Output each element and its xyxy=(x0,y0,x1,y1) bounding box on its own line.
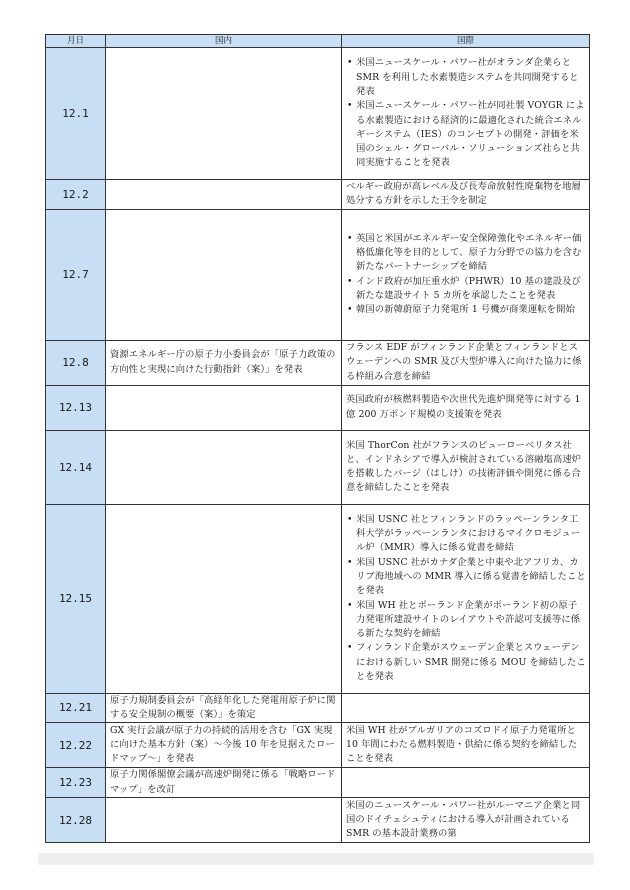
table-row xyxy=(46,180,590,210)
list-item: • 米国 USNC 社とフィンランドのラッペーンランタ工科大学がラッペーンランタにおけるマイクロモジュール炉（MMR）導入に係る覚書を締結 xyxy=(346,513,586,556)
list-item: • 韓国の新韓蔚原子力発電所 1 号機が商業運転を開始 xyxy=(346,303,586,317)
list-item: • 英国と米国がエネルギー安全保障強化やエネルギー価格低廉化等を目的として、原子力分野での協力を含む新たなパートナーシップを締結 xyxy=(346,232,586,275)
table-row xyxy=(46,504,590,693)
row-date: 12.2 xyxy=(46,180,106,210)
row-international xyxy=(342,768,590,798)
list-item: • 米国ニュースケール・パワー社が同社製 VOYGR による水素製造における経済的に最適化された統合エネルギーシステム（IES）のコンセプトの開発・評価を米国のシェル・グローバル・ソリューションズ社らと共同実施することを発表 xyxy=(346,99,586,170)
header-domestic: 国内 xyxy=(106,35,342,48)
list-item: • 米国ニュースケール・パワー社がオランダ企業らと SMR を利用した水素製造システムを共同開発すると発表 xyxy=(346,56,586,99)
row-domestic xyxy=(106,504,342,693)
table-row xyxy=(46,48,590,180)
list-item: • 米国 USNC 社がカナダ企業と中東や北アフリカ、カリブ海地域への MMR 導入に係る覚書を締結したことを発表 xyxy=(346,556,586,599)
row-domestic xyxy=(106,798,342,843)
table-row xyxy=(46,798,590,843)
table-row xyxy=(46,723,590,768)
row-international xyxy=(342,48,590,180)
table-header-row xyxy=(46,35,590,48)
row-international: 米国 ThorCon 社がフランスのビューローベリタス社と、インドネシアで導入が検討されている溶融塩高速炉を搭載したバージ（はしけ）の技術評価や開発に係る合意を締結したことを発表 xyxy=(342,430,590,504)
row-domestic: 原子力規制委員会が「高経年化した発電用原子炉に関する安全規制の概要（案）」を策定 xyxy=(106,693,342,723)
row-domestic xyxy=(106,48,342,180)
row-date: 12.15 xyxy=(46,504,106,693)
row-international xyxy=(342,798,590,843)
row-domestic xyxy=(106,180,342,210)
header-date: 月日 xyxy=(46,35,106,48)
row-international xyxy=(342,209,590,340)
row-international xyxy=(342,693,590,723)
list-item: • フィンランド企業がスウェーデン企業とスウェーデンにおける新しい SMR 開発に係る MOU を締結したことを発表 xyxy=(346,641,586,684)
row-international: フランス EDF がフィンランド企業とフィンランドとスウェーデンへの SMR 及び大型炉導入に向けた協力に係る枠組み合意を締結 xyxy=(342,340,590,385)
row-date: 12.28 xyxy=(46,798,106,843)
row-domestic xyxy=(106,385,342,430)
row-date: 12.14 xyxy=(46,430,106,504)
table-row xyxy=(46,430,590,504)
timeline-table xyxy=(45,34,590,843)
page-bottom-band xyxy=(38,853,594,865)
row-date: 12.8 xyxy=(46,340,106,385)
row-international xyxy=(342,504,590,693)
row-date: 12.1 xyxy=(46,48,106,180)
row-domestic xyxy=(106,430,342,504)
header-international: 国際 xyxy=(342,35,590,48)
table-row xyxy=(46,693,590,723)
row-domestic: 資源エネルギー庁の原子力小委員会が「原子力政策の方向性と実現に向けた行動指針（案）」を発表 xyxy=(106,340,342,385)
row-domestic xyxy=(106,209,342,340)
row-date: 12.7 xyxy=(46,209,106,340)
truncated-text: 米国のニュースケール・パワー社がルーマニア企業と同国のドイチェシュティにおける導入が計画されている SMR の基本設計業務の第 xyxy=(346,799,581,840)
row-international: 英国政府が核燃料製造や次世代先進炉開発等に対する 1 億 200 万ポンド規模の支援策を発表 xyxy=(342,385,590,430)
table-row xyxy=(46,209,590,340)
row-international: 米国 WH 社がブルガリアのコズロドイ原子力発電所と 10 年間にわたる燃料製造・供給に係る契約を締結したことを発表 xyxy=(342,723,590,768)
row-date: 12.21 xyxy=(46,693,106,723)
row-date: 12.22 xyxy=(46,723,106,768)
table-row xyxy=(46,385,590,430)
row-date: 12.23 xyxy=(46,768,106,798)
list-item: • インド政府が加圧重水炉（PHWR）10 基の建設及び新たな建設サイト 5 カ所を承認したことを発表 xyxy=(346,275,586,304)
row-domestic: 原子力関係閣僚会議が高速炉開発に係る「戦略ロードマップ」を改訂 xyxy=(106,768,342,798)
table-row xyxy=(46,340,590,385)
list-item: • 米国 WH 社とポーランド企業がポーランド初の原子力発電所建設サイトのレイアウトや許認可支援等に係る新たな契約を締結 xyxy=(346,599,586,642)
table-row xyxy=(46,768,590,798)
row-international: ベルギー政府が高レベル及び長寿命放射性廃棄物を地層処分する方針を示した王令を制定 xyxy=(342,180,590,210)
row-date: 12.13 xyxy=(46,385,106,430)
row-domestic: GX 実行会議が原子力の持続的活用を含む「GX 実現に向けた基本方針（案）～今後 10 年を見据えたロードマップ～」を発表 xyxy=(106,723,342,768)
